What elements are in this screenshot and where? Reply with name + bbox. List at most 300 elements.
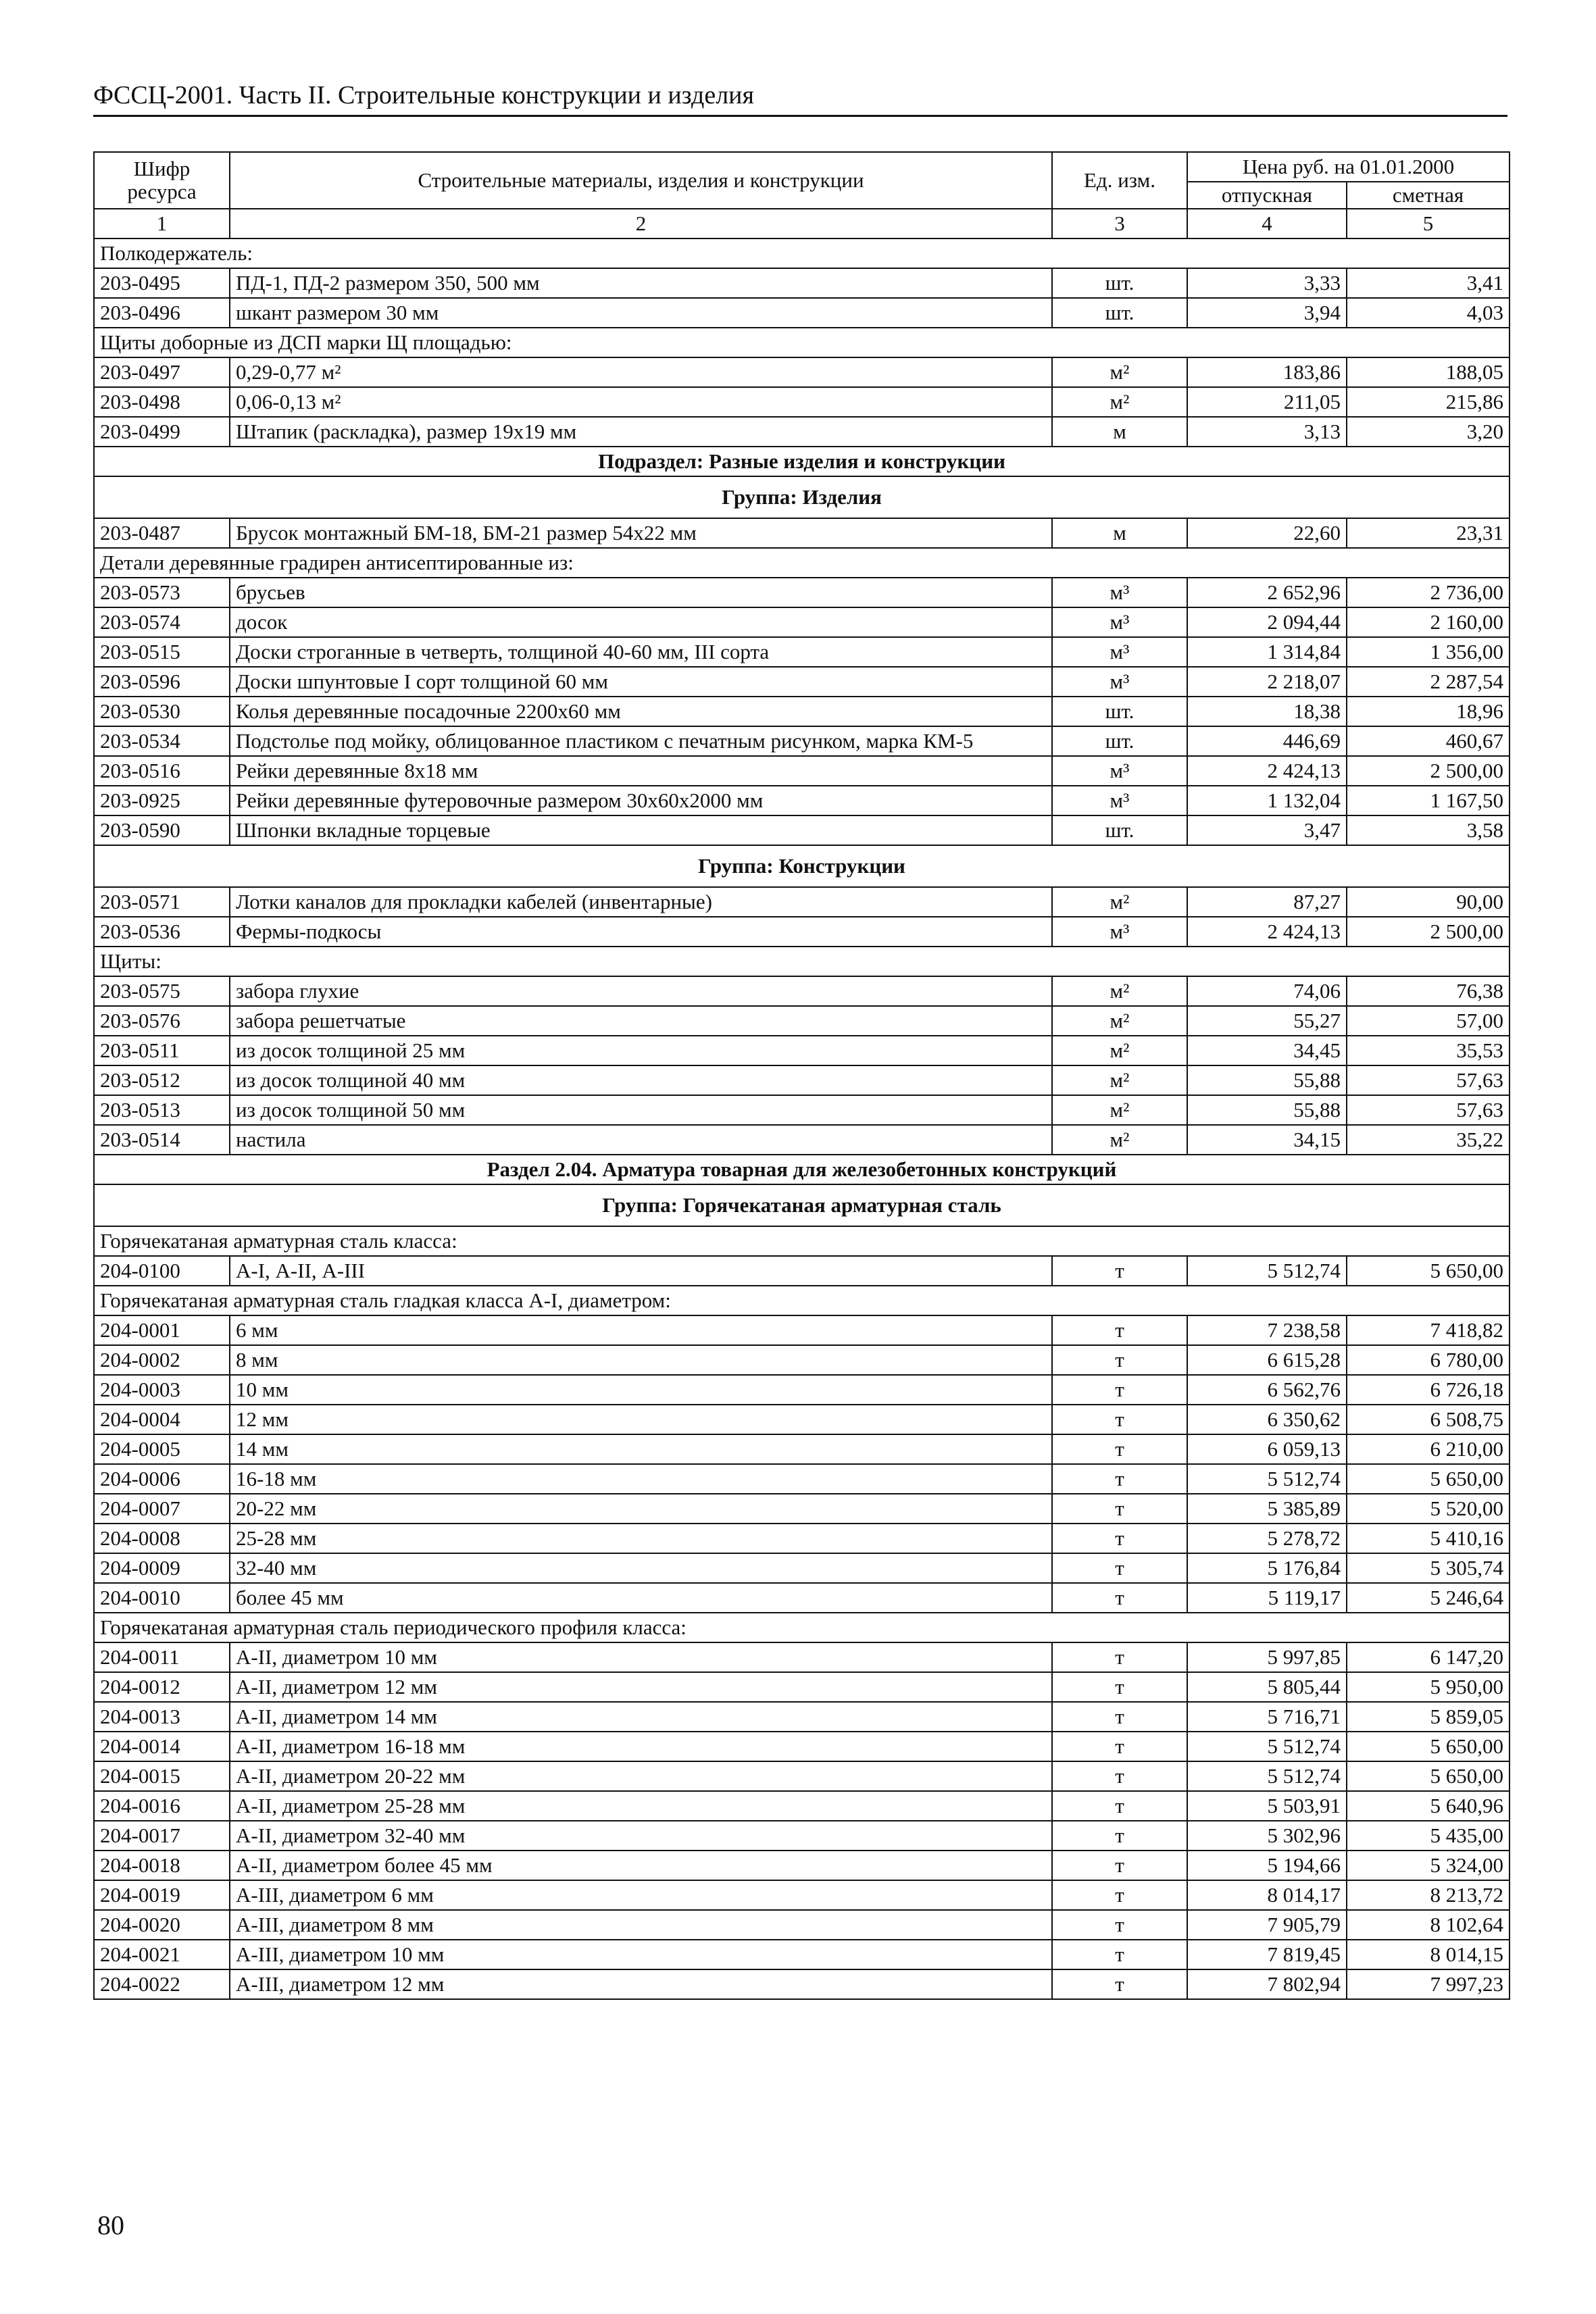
estimate-price: 23,31 (1347, 518, 1510, 548)
category-row (94, 548, 1510, 578)
running-header: ФССЦ-2001. Часть II. Строительные конструкции и изделия (93, 81, 754, 109)
header-estimate: сметная (1347, 182, 1510, 209)
table-row (94, 697, 1510, 726)
material-name: Подстолье под мойку, облицованное пластиком с печатным рисунком, марка КМ-5 (230, 726, 1052, 756)
resource-code: 204-0019 (94, 1880, 230, 1910)
resource-code: 204-0008 (94, 1524, 230, 1553)
column-number: 2 (230, 209, 1052, 238)
estimate-price: 5 305,74 (1347, 1553, 1510, 1583)
material-name: 16-18 мм (230, 1464, 1052, 1494)
estimate-price: 6 508,75 (1347, 1405, 1510, 1434)
unit-of-measure: т (1052, 1851, 1187, 1880)
release-price: 5 512,74 (1187, 1256, 1347, 1286)
table-row (94, 887, 1510, 917)
table-row (94, 357, 1510, 387)
estimate-price: 6 726,18 (1347, 1375, 1510, 1405)
estimate-price: 7 418,82 (1347, 1315, 1510, 1345)
estimate-price: 57,63 (1347, 1095, 1510, 1125)
material-name: А-II, диаметром более 45 мм (230, 1851, 1052, 1880)
release-price: 6 350,62 (1187, 1405, 1347, 1434)
release-price: 5 385,89 (1187, 1494, 1347, 1524)
table-row (94, 917, 1510, 947)
unit-of-measure: т (1052, 1642, 1187, 1672)
material-name: А-II, диаметром 25-28 мм (230, 1791, 1052, 1821)
unit-of-measure: т (1052, 1880, 1187, 1910)
section-row (94, 1155, 1510, 1184)
release-price: 55,88 (1187, 1095, 1347, 1125)
release-price: 446,69 (1187, 726, 1347, 756)
release-price: 2 094,44 (1187, 607, 1347, 637)
header-price: Цена руб. на 01.01.2000 (1187, 152, 1510, 182)
estimate-price: 8 014,15 (1347, 1940, 1510, 1969)
resource-code: 204-0013 (94, 1702, 230, 1732)
material-name: 12 мм (230, 1405, 1052, 1434)
material-name: Штапик (раскладка), размер 19x19 мм (230, 417, 1052, 447)
release-price: 7 238,58 (1187, 1315, 1347, 1345)
table-row (94, 1464, 1510, 1494)
resource-code: 204-0016 (94, 1791, 230, 1821)
table-row (94, 1494, 1510, 1524)
release-price: 5 716,71 (1187, 1702, 1347, 1732)
estimate-price: 3,58 (1347, 815, 1510, 845)
category-heading: Горячекатаная арматурная сталь класса: (94, 1226, 1510, 1256)
table-row (94, 1940, 1510, 1969)
release-price: 22,60 (1187, 518, 1347, 548)
estimate-price: 188,05 (1347, 357, 1510, 387)
unit-of-measure: шт. (1052, 298, 1187, 328)
release-price: 2 652,96 (1187, 578, 1347, 607)
material-name: А-II, диаметром 20-22 мм (230, 1761, 1052, 1791)
release-price: 5 997,85 (1187, 1642, 1347, 1672)
estimate-price: 4,03 (1347, 298, 1510, 328)
unit-of-measure: т (1052, 1791, 1187, 1821)
table-row (94, 976, 1510, 1006)
material-name: Шпонки вкладные торцевые (230, 815, 1052, 845)
table-row (94, 1821, 1510, 1851)
resource-code: 203-0590 (94, 815, 230, 845)
table-row (94, 1434, 1510, 1464)
resource-code: 204-0020 (94, 1910, 230, 1940)
estimate-price: 57,00 (1347, 1006, 1510, 1036)
estimate-price: 5 435,00 (1347, 1821, 1510, 1851)
resource-code: 203-0498 (94, 387, 230, 417)
table-row (94, 726, 1510, 756)
resource-code: 204-0006 (94, 1464, 230, 1494)
unit-of-measure: м² (1052, 1095, 1187, 1125)
unit-of-measure: т (1052, 1375, 1187, 1405)
material-name: 8 мм (230, 1345, 1052, 1375)
table-row (94, 1880, 1510, 1910)
table-row (94, 1732, 1510, 1761)
material-name: А-II, диаметром 32-40 мм (230, 1821, 1052, 1851)
resource-code: 203-0575 (94, 976, 230, 1006)
resource-code: 203-0536 (94, 917, 230, 947)
resource-code: 204-0005 (94, 1434, 230, 1464)
column-number: 4 (1187, 209, 1347, 238)
subsection-heading: Подраздел: Разные изделия и конструкции (94, 447, 1510, 476)
category-heading: Детали деревянные градирен антисептированные из: (94, 548, 1510, 578)
resource-code: 204-0007 (94, 1494, 230, 1524)
column-number-row (94, 209, 1510, 238)
resource-code: 203-0530 (94, 697, 230, 726)
release-price: 1 314,84 (1187, 637, 1347, 667)
unit-of-measure: шт. (1052, 268, 1187, 298)
release-price: 5 503,91 (1187, 1791, 1347, 1821)
resource-code: 204-0022 (94, 1969, 230, 1999)
category-heading: Горячекатаная арматурная сталь периодического профиля класса: (94, 1613, 1510, 1642)
estimate-price: 3,20 (1347, 417, 1510, 447)
estimate-price: 6 147,20 (1347, 1642, 1510, 1672)
table-row (94, 1524, 1510, 1553)
unit-of-measure: т (1052, 1821, 1187, 1851)
release-price: 5 302,96 (1187, 1821, 1347, 1851)
resource-code: 203-0515 (94, 637, 230, 667)
header-rule (93, 115, 1507, 117)
table-row (94, 1125, 1510, 1155)
resource-code: 204-0003 (94, 1375, 230, 1405)
material-name: 20-22 мм (230, 1494, 1052, 1524)
resource-code: 203-0574 (94, 607, 230, 637)
resource-code: 203-0573 (94, 578, 230, 607)
material-name: из досок толщиной 25 мм (230, 1036, 1052, 1065)
resource-code: 203-0499 (94, 417, 230, 447)
column-number: 3 (1052, 209, 1187, 238)
estimate-price: 90,00 (1347, 887, 1510, 917)
unit-of-measure: т (1052, 1405, 1187, 1434)
table-row (94, 1315, 1510, 1345)
unit-of-measure: м (1052, 417, 1187, 447)
table-row (94, 1969, 1510, 1999)
estimate-price: 5 410,16 (1347, 1524, 1510, 1553)
estimate-price: 5 246,64 (1347, 1583, 1510, 1613)
estimate-price: 5 650,00 (1347, 1761, 1510, 1791)
column-number: 1 (94, 209, 230, 238)
resource-code: 204-0012 (94, 1672, 230, 1702)
table-row (94, 1375, 1510, 1405)
table-row (94, 1405, 1510, 1434)
material-name: более 45 мм (230, 1583, 1052, 1613)
release-price: 3,13 (1187, 417, 1347, 447)
release-price: 3,33 (1187, 268, 1347, 298)
material-name: А-II, диаметром 10 мм (230, 1642, 1052, 1672)
estimate-price: 8 102,64 (1347, 1910, 1510, 1940)
material-name: А-III, диаметром 8 мм (230, 1910, 1052, 1940)
estimate-price: 5 324,00 (1347, 1851, 1510, 1880)
material-name: досок (230, 607, 1052, 637)
resource-code: 204-0100 (94, 1256, 230, 1286)
table-row (94, 1553, 1510, 1583)
category-row (94, 947, 1510, 976)
unit-of-measure: т (1052, 1702, 1187, 1732)
estimate-price: 2 500,00 (1347, 917, 1510, 947)
unit-of-measure: т (1052, 1940, 1187, 1969)
unit-of-measure: м³ (1052, 578, 1187, 607)
material-name: А-III, диаметром 10 мм (230, 1940, 1052, 1969)
table-row (94, 1006, 1510, 1036)
resource-code: 203-0576 (94, 1006, 230, 1036)
resource-code: 204-0014 (94, 1732, 230, 1761)
material-name: А-I, А-II, А-III (230, 1256, 1052, 1286)
group-row (94, 1184, 1510, 1226)
category-row (94, 238, 1510, 268)
category-row (94, 328, 1510, 357)
header-release: отпускная (1187, 182, 1347, 209)
estimate-price: 18,96 (1347, 697, 1510, 726)
release-price: 5 512,74 (1187, 1732, 1347, 1761)
material-name: Лотки каналов для прокладки кабелей (инвентарные) (230, 887, 1052, 917)
release-price: 211,05 (1187, 387, 1347, 417)
release-price: 5 194,66 (1187, 1851, 1347, 1880)
estimate-price: 5 650,00 (1347, 1732, 1510, 1761)
release-price: 5 119,17 (1187, 1583, 1347, 1613)
table-row (94, 1095, 1510, 1125)
material-name: Рейки деревянные футеровочные размером 30x60x2000 мм (230, 786, 1052, 815)
table-row (94, 1036, 1510, 1065)
estimate-price: 2 736,00 (1347, 578, 1510, 607)
material-name: шкант размером 30 мм (230, 298, 1052, 328)
unit-of-measure: м³ (1052, 786, 1187, 815)
material-name: 10 мм (230, 1375, 1052, 1405)
table-row (94, 786, 1510, 815)
resource-code: 204-0004 (94, 1405, 230, 1434)
release-price: 87,27 (1187, 887, 1347, 917)
unit-of-measure: т (1052, 1553, 1187, 1583)
group-heading: Группа: Конструкции (94, 845, 1510, 887)
material-name: настила (230, 1125, 1052, 1155)
resource-code: 203-0925 (94, 786, 230, 815)
estimate-price: 6 780,00 (1347, 1345, 1510, 1375)
estimate-price: 460,67 (1347, 726, 1510, 756)
table-row (94, 667, 1510, 697)
header-row-1 (94, 152, 1510, 182)
estimate-price: 2 500,00 (1347, 756, 1510, 786)
header-code: Шифр ресурса (94, 152, 230, 209)
release-price: 2 218,07 (1187, 667, 1347, 697)
unit-of-measure: м² (1052, 1125, 1187, 1155)
material-name: Фермы-подкосы (230, 917, 1052, 947)
release-price: 7 802,94 (1187, 1969, 1347, 1999)
table-row (94, 607, 1510, 637)
release-price: 5 278,72 (1187, 1524, 1347, 1553)
release-price: 2 424,13 (1187, 756, 1347, 786)
table-row (94, 1065, 1510, 1095)
resource-code: 204-0017 (94, 1821, 230, 1851)
release-price: 6 562,76 (1187, 1375, 1347, 1405)
table-row (94, 268, 1510, 298)
table-row (94, 298, 1510, 328)
release-price: 6 059,13 (1187, 1434, 1347, 1464)
unit-of-measure: т (1052, 1969, 1187, 1999)
estimate-price: 8 213,72 (1347, 1880, 1510, 1910)
unit-of-measure: т (1052, 1732, 1187, 1761)
unit-of-measure: м² (1052, 1006, 1187, 1036)
unit-of-measure: т (1052, 1583, 1187, 1613)
section-heading: Раздел 2.04. Арматура товарная для железобетонных конструкций (94, 1155, 1510, 1184)
resource-code: 203-0516 (94, 756, 230, 786)
unit-of-measure: м² (1052, 887, 1187, 917)
resource-code: 204-0009 (94, 1553, 230, 1583)
resource-code: 203-0497 (94, 357, 230, 387)
release-price: 5 512,74 (1187, 1464, 1347, 1494)
unit-of-measure: т (1052, 1524, 1187, 1553)
table-row (94, 1761, 1510, 1791)
resource-code: 203-0514 (94, 1125, 230, 1155)
table-row (94, 637, 1510, 667)
material-name: А-II, диаметром 12 мм (230, 1672, 1052, 1702)
material-name: 32-40 мм (230, 1553, 1052, 1583)
unit-of-measure: м² (1052, 357, 1187, 387)
group-row (94, 845, 1510, 887)
material-name: А-III, диаметром 6 мм (230, 1880, 1052, 1910)
table-row (94, 1256, 1510, 1286)
estimate-price: 5 950,00 (1347, 1672, 1510, 1702)
estimate-price: 1 356,00 (1347, 637, 1510, 667)
release-price: 7 905,79 (1187, 1910, 1347, 1940)
release-price: 18,38 (1187, 697, 1347, 726)
release-price: 2 424,13 (1187, 917, 1347, 947)
price-table (93, 151, 1510, 2000)
material-name: Брусок монтажный БМ-18, БМ-21 размер 54x22 мм (230, 518, 1052, 548)
page-number: 80 (97, 2210, 124, 2240)
unit-of-measure: м (1052, 518, 1187, 548)
unit-of-measure: т (1052, 1256, 1187, 1286)
unit-of-measure: т (1052, 1910, 1187, 1940)
header-unit: Ед. изм. (1052, 152, 1187, 209)
release-price: 1 132,04 (1187, 786, 1347, 815)
estimate-price: 2 287,54 (1347, 667, 1510, 697)
column-number: 5 (1347, 209, 1510, 238)
unit-of-measure: т (1052, 1761, 1187, 1791)
resource-code: 204-0011 (94, 1642, 230, 1672)
unit-of-measure: м³ (1052, 917, 1187, 947)
unit-of-measure: м³ (1052, 667, 1187, 697)
resource-code: 203-0487 (94, 518, 230, 548)
resource-code: 204-0010 (94, 1583, 230, 1613)
material-name: 6 мм (230, 1315, 1052, 1345)
release-price: 6 615,28 (1187, 1345, 1347, 1375)
estimate-price: 76,38 (1347, 976, 1510, 1006)
estimate-price: 57,63 (1347, 1065, 1510, 1095)
release-price: 55,88 (1187, 1065, 1347, 1095)
estimate-price: 5 650,00 (1347, 1464, 1510, 1494)
release-price: 5 805,44 (1187, 1672, 1347, 1702)
estimate-price: 3,41 (1347, 268, 1510, 298)
material-name: брусьев (230, 578, 1052, 607)
unit-of-measure: м² (1052, 1065, 1187, 1095)
estimate-price: 7 997,23 (1347, 1969, 1510, 1999)
material-name: А-II, диаметром 16-18 мм (230, 1732, 1052, 1761)
unit-of-measure: т (1052, 1672, 1187, 1702)
material-name: Доски шпунтовые I сорт толщиной 60 мм (230, 667, 1052, 697)
resource-code: 204-0001 (94, 1315, 230, 1345)
resource-code: 203-0511 (94, 1036, 230, 1065)
unit-of-measure: шт. (1052, 815, 1187, 845)
category-heading: Щиты: (94, 947, 1510, 976)
material-name: забора глухие (230, 976, 1052, 1006)
estimate-price: 5 640,96 (1347, 1791, 1510, 1821)
unit-of-measure: шт. (1052, 697, 1187, 726)
release-price: 3,94 (1187, 298, 1347, 328)
material-name: Колья деревянные посадочные 2200x60 мм (230, 697, 1052, 726)
release-price: 34,45 (1187, 1036, 1347, 1065)
group-row (94, 476, 1510, 518)
estimate-price: 6 210,00 (1347, 1434, 1510, 1464)
resource-code: 203-0534 (94, 726, 230, 756)
material-name: 0,29-0,77 м² (230, 357, 1052, 387)
material-name: А-III, диаметром 12 мм (230, 1969, 1052, 1999)
release-price: 74,06 (1187, 976, 1347, 1006)
table-row (94, 815, 1510, 845)
material-name: Рейки деревянные 8x18 мм (230, 756, 1052, 786)
release-price: 8 014,17 (1187, 1880, 1347, 1910)
resource-code: 204-0021 (94, 1940, 230, 1969)
material-name: Доски строганные в четверть, толщиной 40-60 мм, III сорта (230, 637, 1052, 667)
resource-code: 204-0018 (94, 1851, 230, 1880)
material-name: из досок толщиной 40 мм (230, 1065, 1052, 1095)
table-row (94, 756, 1510, 786)
category-row (94, 1613, 1510, 1642)
table-row (94, 1791, 1510, 1821)
resource-code: 204-0002 (94, 1345, 230, 1375)
estimate-price: 2 160,00 (1347, 607, 1510, 637)
subsection-row (94, 447, 1510, 476)
unit-of-measure: м² (1052, 387, 1187, 417)
material-name: забора решетчатые (230, 1006, 1052, 1036)
material-name: А-II, диаметром 14 мм (230, 1702, 1052, 1732)
estimate-price: 5 520,00 (1347, 1494, 1510, 1524)
release-price: 3,47 (1187, 815, 1347, 845)
group-heading: Группа: Горячекатаная арматурная сталь (94, 1184, 1510, 1226)
category-heading: Полкодержатель: (94, 238, 1510, 268)
release-price: 183,86 (1187, 357, 1347, 387)
estimate-price: 35,22 (1347, 1125, 1510, 1155)
table-row (94, 1345, 1510, 1375)
unit-of-measure: м³ (1052, 637, 1187, 667)
material-name: ПД-1, ПД-2 размером 350, 500 мм (230, 268, 1052, 298)
unit-of-measure: т (1052, 1315, 1187, 1345)
header-name: Строительные материалы, изделия и конструкции (230, 152, 1052, 209)
release-price: 7 819,45 (1187, 1940, 1347, 1969)
group-heading: Группа: Изделия (94, 476, 1510, 518)
estimate-price: 35,53 (1347, 1036, 1510, 1065)
table-row (94, 417, 1510, 447)
unit-of-measure: м³ (1052, 756, 1187, 786)
table-row (94, 387, 1510, 417)
table-row (94, 1672, 1510, 1702)
resource-code: 203-0596 (94, 667, 230, 697)
estimate-price: 5 859,05 (1347, 1702, 1510, 1732)
table-row (94, 578, 1510, 607)
estimate-price: 5 650,00 (1347, 1256, 1510, 1286)
resource-code: 203-0512 (94, 1065, 230, 1095)
material-name: 25-28 мм (230, 1524, 1052, 1553)
release-price: 55,27 (1187, 1006, 1347, 1036)
unit-of-measure: м² (1052, 1036, 1187, 1065)
material-name: 0,06-0,13 м² (230, 387, 1052, 417)
category-heading: Щиты доборные из ДСП марки Щ площадью: (94, 328, 1510, 357)
release-price: 5 512,74 (1187, 1761, 1347, 1791)
unit-of-measure: т (1052, 1434, 1187, 1464)
material-name: 14 мм (230, 1434, 1052, 1464)
category-row (94, 1286, 1510, 1315)
estimate-price: 1 167,50 (1347, 786, 1510, 815)
table-row (94, 1851, 1510, 1880)
table-row (94, 1702, 1510, 1732)
release-price: 5 176,84 (1187, 1553, 1347, 1583)
resource-code: 203-0513 (94, 1095, 230, 1125)
table-row (94, 1910, 1510, 1940)
release-price: 34,15 (1187, 1125, 1347, 1155)
